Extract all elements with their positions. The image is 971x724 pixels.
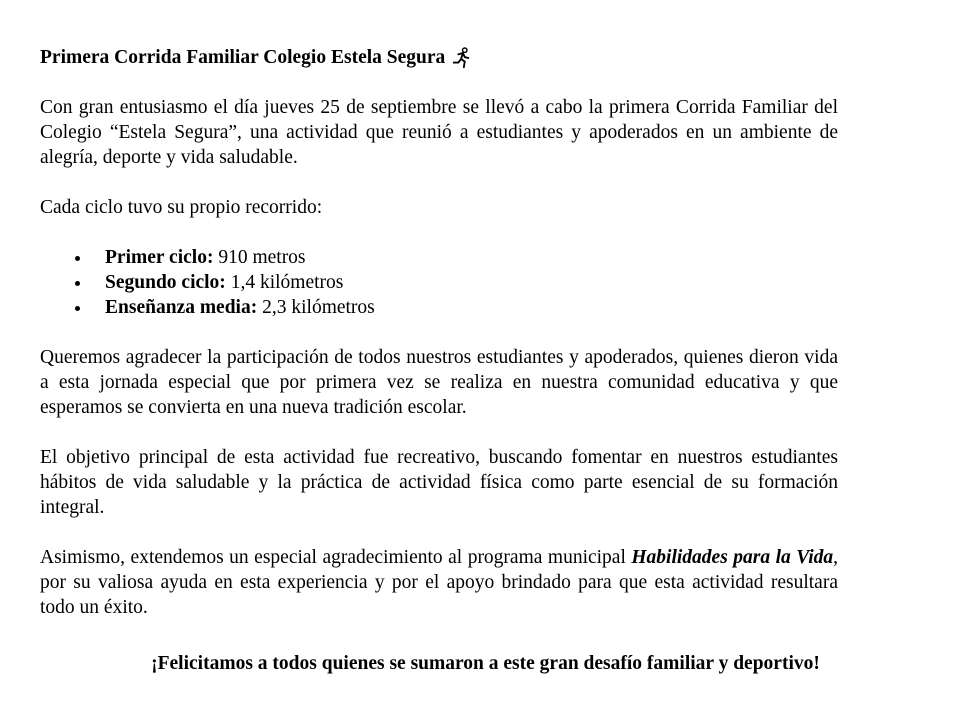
bullet-icon	[75, 256, 80, 261]
objective-paragraph: El objetivo principal de esta actividad fue recreativo, buscando fomentar en nuestros estudiantes hábitos de vida saludable y la práctica de actividad física como parte esencial de su formación integral.	[40, 447, 838, 518]
list-item	[40, 295, 838, 320]
runner-icon	[451, 47, 473, 69]
bullet-icon	[75, 281, 80, 286]
cycle-label: Segundo ciclo:	[105, 272, 226, 293]
cycles-list	[40, 245, 838, 320]
list-item	[40, 270, 838, 295]
closing-message: ¡Felicitamos a todos quienes se sumaron a este gran desafío familiar y deportivo!	[151, 653, 820, 674]
program-text-before: Asimismo, extendemos un especial agradecimiento al programa municipal	[40, 547, 632, 568]
document-title: Primera Corrida Familiar Colegio Estela Segura	[40, 47, 446, 68]
document-body	[40, 45, 838, 645]
program-name: Habilidades para la Vida	[631, 547, 834, 568]
list-item	[40, 245, 838, 270]
cycle-value: 2,3 kilómetros	[262, 297, 375, 318]
program-paragraph	[40, 545, 838, 620]
cycles-intro: Cada ciclo tuvo su propio recorrido:	[40, 197, 323, 218]
cycle-value: 1,4 kilómetros	[230, 272, 344, 293]
cycle-value: 910 metros	[218, 247, 306, 268]
cycle-label: Enseñanza media:	[105, 297, 258, 318]
bullet-icon	[75, 306, 80, 311]
thanks-paragraph: Queremos agradecer la participación de todos nuestros estudiantes y apoderados, quienes dieron vida a esta jornada especial que por primera vez se realiza en nuestra comunidad educativa y que esperamos se convierta en una nueva tradición escolar.	[40, 347, 838, 418]
intro-paragraph: Con gran entusiasmo el día jueves 25 de septiembre se llevó a cabo la primera Corrida Familiar del Colegio “Estela Segura”, una actividad que reunió a estudiantes y apoderados en un ambiente de alegría, deporte y vida saludable.	[40, 97, 838, 168]
document-title-row	[40, 45, 838, 70]
program-text-after: , por su valiosa ayuda en esta experiencia y por el apoyo brindado para que esta actividad resultara todo un éxito.	[40, 547, 838, 618]
cycle-label: Primer ciclo:	[105, 247, 214, 268]
